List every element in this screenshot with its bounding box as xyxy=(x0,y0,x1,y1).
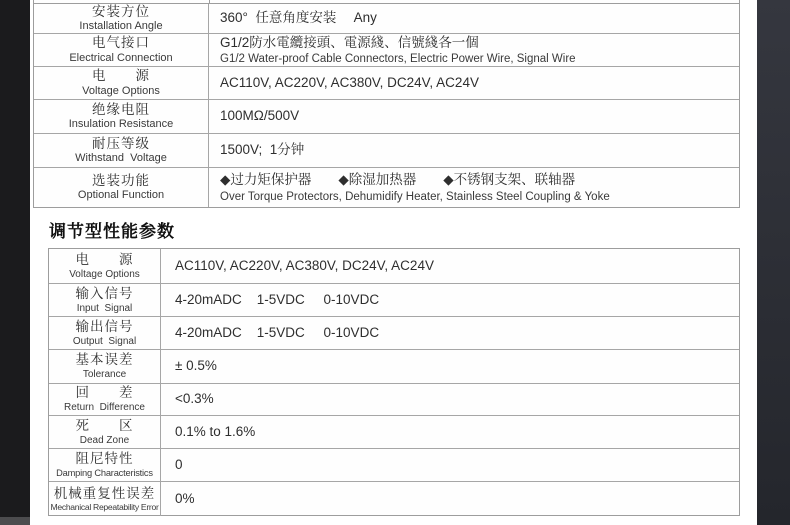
row-label-en: Damping Characteristics xyxy=(56,467,153,478)
row-label-zh: 选装功能 xyxy=(92,172,150,188)
row-value-line: AC110V, AC220V, AC380V, DC24V, AC24V xyxy=(175,257,434,273)
row-value-line: 4-20mADC 1-5VDC 0-10VDC xyxy=(175,324,380,340)
row-label-cell xyxy=(34,34,209,66)
row-label-zh: 安装方位 xyxy=(92,3,150,19)
row-label-en: Voltage Options xyxy=(82,84,160,97)
table-row xyxy=(34,34,739,67)
row-label-en: Withstand Voltage xyxy=(75,152,167,165)
row-label-cell xyxy=(49,284,161,316)
row-value-cell xyxy=(209,4,739,33)
row-value-line: 100MΩ/500V xyxy=(220,108,300,124)
row-value-cell xyxy=(161,350,739,383)
row-value-cell xyxy=(161,482,739,516)
row-value-cell xyxy=(161,449,739,481)
previous-row-sliver xyxy=(34,0,739,4)
section-title: 调节型性能参数 xyxy=(49,222,175,241)
table-row xyxy=(49,284,739,317)
row-label-cell xyxy=(49,416,161,448)
row-label-cell xyxy=(49,249,161,283)
row-value-line: AC110V, AC220V, AC380V, DC24V, AC24V xyxy=(220,74,479,90)
table-row xyxy=(49,384,739,416)
row-label-en: Voltage Options xyxy=(69,268,140,280)
table-row xyxy=(34,4,739,34)
row-label-cell xyxy=(34,134,209,167)
table-row xyxy=(34,67,739,100)
row-value-cell xyxy=(161,317,739,349)
table-row xyxy=(49,317,739,350)
row-value-line: Over Torque Protectors, Dehumidify Heater, Stainless Steel Coupling & Yoke xyxy=(220,190,610,203)
row-value-cell xyxy=(161,249,739,283)
table-row xyxy=(49,416,739,449)
row-value-line: 0 xyxy=(175,456,183,472)
row-label-cell xyxy=(34,168,209,207)
row-label-cell xyxy=(49,449,161,481)
row-label-zh: 电气接口 xyxy=(92,35,150,51)
row-label-cell xyxy=(34,4,209,33)
left-margin-bottom-stub xyxy=(0,517,30,525)
table-row xyxy=(34,134,739,168)
table-row xyxy=(34,168,739,207)
row-value-line: ◆过力矩保护器 ◆除湿加热器 ◆不锈钢支架、联轴器 xyxy=(220,172,576,188)
row-label-cell xyxy=(49,350,161,383)
row-label-cell xyxy=(49,317,161,349)
row-value-line: 4-20mADC 1-5VDC 0-10VDC xyxy=(175,291,380,307)
row-label-zh: 机械重复性误差 xyxy=(53,485,156,501)
row-value-cell xyxy=(161,384,739,415)
row-label-zh: 输出信号 xyxy=(75,318,134,334)
right-dark-margin xyxy=(757,0,790,525)
row-label-zh: 电 源 xyxy=(75,251,134,267)
row-label-en: Tolerance xyxy=(82,369,127,381)
row-value-cell xyxy=(161,416,739,448)
row-label-en: Dead Zone xyxy=(79,434,130,446)
table-row xyxy=(49,482,739,516)
row-label-en: Return Difference xyxy=(64,402,145,414)
row-label-en: Optional Function xyxy=(77,189,165,202)
regulating-performance-table xyxy=(48,248,740,516)
row-label-en: Mechanical Repeatability Error xyxy=(50,502,159,513)
row-label-en: Insulation Resistance xyxy=(68,118,174,131)
row-value-line: 1500V; 1分钟 xyxy=(220,142,305,158)
row-label-en: Electrical Connection xyxy=(69,51,173,64)
row-label-en: Installation Angle xyxy=(79,20,163,33)
row-value-line: 360° 任意角度安装 Any xyxy=(220,10,377,26)
row-value-cell xyxy=(209,168,739,207)
row-value-line: 0% xyxy=(175,490,195,506)
row-value-line: 0.1% to 1.6% xyxy=(175,423,256,439)
row-value-cell xyxy=(209,67,739,99)
row-label-zh: 死 区 xyxy=(75,417,134,433)
row-label-zh: 基本误差 xyxy=(75,352,134,368)
table-row xyxy=(34,100,739,134)
row-label-cell xyxy=(49,482,161,516)
table-row xyxy=(49,350,739,384)
table-row xyxy=(49,449,739,482)
row-label-zh: 回 差 xyxy=(75,385,134,401)
row-label-zh: 阻尼特性 xyxy=(75,451,134,467)
row-value-cell xyxy=(209,34,739,66)
row-label-cell xyxy=(49,384,161,415)
row-value-cell xyxy=(161,284,739,316)
row-label-zh: 耐压等级 xyxy=(92,135,150,151)
row-label-zh: 电 源 xyxy=(92,68,150,84)
row-value-line: ± 0.5% xyxy=(175,358,217,374)
left-dark-margin xyxy=(0,0,30,517)
row-value-cell xyxy=(209,100,739,133)
row-value-line: G1/2防水電纜接頭、電源綫、信號綫各一個 xyxy=(220,34,479,50)
general-spec-table xyxy=(33,0,740,208)
row-value-cell xyxy=(209,134,739,167)
row-label-cell xyxy=(34,67,209,99)
table-row xyxy=(49,249,739,284)
row-label-en: Output Signal xyxy=(72,335,137,347)
row-label-zh: 绝缘电阻 xyxy=(92,101,150,117)
row-label-cell xyxy=(34,100,209,133)
row-value-line: <0.3% xyxy=(175,391,214,407)
row-label-zh: 输入信号 xyxy=(75,285,134,301)
row-value-line: G1/2 Water-proof Cable Connectors, Electric Power Wire, Signal Wire xyxy=(220,53,576,66)
row-label-en: Input Signal xyxy=(76,302,133,314)
